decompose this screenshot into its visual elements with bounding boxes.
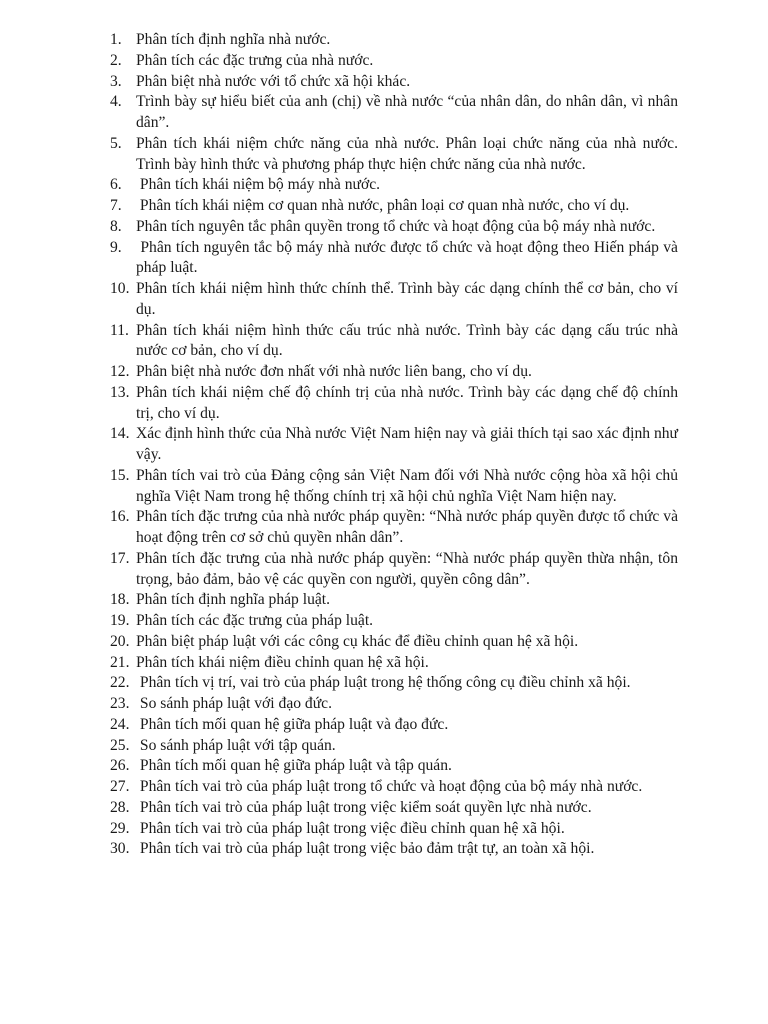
list-item [110, 279, 682, 321]
list-item-number: 21. [110, 653, 130, 671]
list-item-text: Phân tích các đặc trưng của nhà nước. [136, 51, 374, 69]
list-item [110, 424, 682, 466]
list-item-number: 22. [110, 674, 130, 692]
list-item-text: Phân tích vai trò của pháp luật trong việc kiểm soát quyền lực nhà nước. [136, 798, 592, 816]
list-item-number: 27. [110, 778, 130, 795]
list-item-number: 6. [110, 176, 122, 194]
list-item [110, 238, 682, 280]
list-item-number: 14. [110, 425, 130, 443]
list-item [110, 819, 678, 840]
list-item-text: Phân tích mối quan hệ giữa pháp luật và tập quán. [136, 757, 452, 775]
list-item-text: Trình bày sự hiểu biết của anh (chị) về nhà nước “của nhân dân, do nhân dân, vì nhân dân”. [136, 93, 682, 131]
list-item-number: 1. [110, 31, 122, 48]
list-item-text: Phân tích khái niệm bộ máy nhà nước. [136, 176, 381, 194]
list-item-text: Phân tích khái niệm hình thức chính thể. Trình bày các dạng chính thể cơ bản, cho ví dụ. [136, 280, 682, 318]
list-item-text: Phân tích vị trí, vai trò của pháp luật trong hệ thống công cụ điều chỉnh xã hội. [136, 674, 631, 692]
list-item [110, 590, 678, 611]
list-item [110, 632, 678, 653]
list-item-number: 13. [110, 383, 130, 401]
list-item-text: Phân tích khái niệm cơ quan nhà nước, phân loại cơ quan nhà nước, cho ví dụ. [136, 197, 630, 214]
list-item [110, 30, 678, 51]
list-item [110, 466, 682, 508]
list-item [110, 839, 678, 860]
list-item-number: 9. [110, 238, 122, 256]
list-item-number: 7. [110, 197, 122, 214]
list-item [110, 362, 678, 383]
list-item [110, 694, 678, 715]
list-item-text: Xác định hình thức của Nhà nước Việt Nam hiện nay và giải thích tại sao xác định như vậy. [136, 425, 682, 463]
list-item-text: Phân tích đặc trưng của nhà nước pháp quyền: “Nhà nước pháp quyền được tổ chức và hoạt động trên cơ sở chủ quyền nhân dân”. [136, 508, 682, 546]
list-item-text: Phân tích nguyên tắc phân quyền trong tổ chức và hoạt động của bộ máy nhà nước. [136, 217, 656, 235]
list-item [110, 72, 678, 93]
list-item [110, 196, 678, 217]
list-item [110, 92, 682, 134]
list-item-text: Phân tích khái niệm hình thức cấu trúc nhà nước. Trình bày các dạng cấu trúc nhà nước cơ bản, cho ví dụ. [136, 321, 682, 360]
list-item-number: 30. [110, 840, 130, 858]
list-item-number: 25. [110, 736, 130, 754]
list-item-text: Phân biệt nhà nước với tổ chức xã hội khác. [136, 72, 411, 90]
list-item-text: Phân tích vai trò của pháp luật trong việc bảo đảm trật tự, an toàn xã hội. [136, 840, 595, 858]
list-item-number: 4. [110, 93, 122, 111]
list-item-number: 11. [110, 321, 129, 339]
list-item-number: 26. [110, 757, 130, 775]
list-item-number: 10. [110, 280, 130, 297]
list-item-text: Phân tích vai trò của Đảng cộng sản Việt Nam đối với Nhà nước cộng hòa xã hội chủ nghĩa Việt Nam trong hệ thống chính trị xã hội chủ nghĩa Việt Nam hiện nay. [136, 466, 682, 505]
list-item [110, 217, 678, 238]
list-item [110, 611, 678, 632]
list-item [110, 51, 678, 72]
list-item-text: Phân tích vai trò của pháp luật trong tổ chức và hoạt động của bộ máy nhà nước. [136, 778, 643, 795]
list-item-text: Phân tích định nghĩa pháp luật. [136, 591, 331, 609]
list-item-number: 28. [110, 798, 130, 816]
list-item-text: Phân tích các đặc trưng của pháp luật. [136, 612, 374, 629]
list-item-text: Phân tích định nghĩa nhà nước. [136, 31, 331, 48]
list-item-text: Phân tích mối quan hệ giữa pháp luật và đạo đức. [136, 715, 449, 733]
list-item-number: 16. [110, 508, 130, 526]
list-item-number: 5. [110, 134, 122, 152]
list-item [110, 383, 682, 425]
list-item [110, 653, 678, 674]
list-item [110, 736, 678, 757]
list-item [110, 507, 682, 549]
list-item-number: 18. [110, 591, 130, 609]
list-item-number: 24. [110, 715, 130, 733]
list-item-number: 19. [110, 612, 130, 629]
list-item [110, 798, 678, 819]
list-item-text: So sánh pháp luật với tập quán. [136, 736, 336, 754]
list-item-number: 20. [110, 632, 130, 650]
list-item [110, 673, 678, 694]
list-item [110, 549, 682, 591]
list-item-text: Phân biệt pháp luật với các công cụ khác để điều chỉnh quan hệ xã hội. [136, 632, 579, 650]
list-item-number: 2. [110, 51, 122, 69]
list-item [110, 777, 678, 798]
list-item-text: Phân tích khái niệm chế độ chính trị của nhà nước. Trình bày các dạng chế độ chính trị, cho ví dụ. [136, 383, 682, 422]
list-item-text: Phân tích khái niệm chức năng của nhà nước. Phân loại chức năng của nhà nước. Trình bày hình thức và phương pháp thực hiện chức năng của nhà nước. [136, 134, 682, 173]
list-item-number: 12. [110, 363, 130, 380]
list-item-text: Phân tích đặc trưng của nhà nước pháp quyền: “Nhà nước pháp quyền thừa nhận, tôn trọng, bảo đảm, bảo vệ các quyền con người, quyền công dân”. [136, 549, 682, 588]
list-item-text: So sánh pháp luật với đạo đức. [136, 695, 333, 712]
list-item-number: 17. [110, 549, 130, 567]
list-item-number: 3. [110, 72, 122, 90]
list-item-text: Phân tích vai trò của pháp luật trong việc điều chỉnh quan hệ xã hội. [136, 819, 565, 837]
list-item-number: 23. [110, 695, 130, 712]
list-item-text: Phân tích khái niệm điều chỉnh quan hệ xã hội. [136, 653, 429, 671]
question-list [110, 30, 682, 860]
list-item-number: 29. [110, 819, 130, 837]
list-item-text: Phân tích nguyên tắc bộ máy nhà nước được tổ chức và hoạt động theo Hiến pháp và pháp luật. [136, 238, 682, 277]
list-item [110, 321, 682, 363]
list-item [110, 756, 678, 777]
list-item [110, 134, 682, 176]
list-item-number: 15. [110, 466, 130, 484]
list-item [110, 715, 678, 736]
list-item-text: Phân biệt nhà nước đơn nhất với nhà nước liên bang, cho ví dụ. [136, 363, 532, 380]
list-item-number: 8. [110, 217, 122, 235]
list-item [110, 175, 678, 196]
